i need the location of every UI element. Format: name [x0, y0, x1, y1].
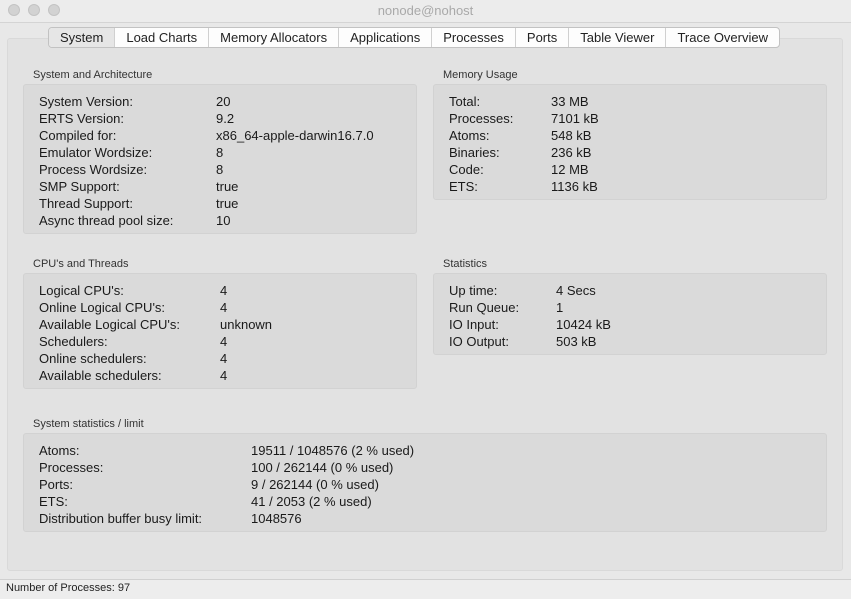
cpu-threads-panel: Logical CPU's: 4 Online Logical CPU's: 4 Available Logical CPU's: unknown Schedulers: 4 Online schedulers: 4 Available schedulers: 4 [23, 273, 417, 389]
tab-processes[interactable]: Processes [431, 28, 515, 47]
tab-bar [48, 27, 780, 48]
statistics-panel: Up time: 4 Secs Run Queue: 1 IO Input: 10424 kB IO Output: 503 kB [433, 273, 827, 355]
window-title: nonode@nohost [377, 3, 474, 18]
title-bar [0, 0, 851, 23]
tab-table-viewer[interactable]: Table Viewer [568, 28, 665, 47]
section-title-statistics: Statistics [443, 258, 488, 270]
section-title-memory-usage: Memory Usage [443, 69, 518, 81]
memory-usage-panel: Total: 33 MB Processes: 7101 kB Atoms: 548 kB Binaries: 236 kB Code: 12 MB ETS: 1136 kB [433, 84, 827, 200]
section-title-cpu-threads: CPU's and Threads [33, 258, 129, 270]
tab-trace-overview[interactable]: Trace Overview [665, 28, 779, 47]
tab-ports[interactable]: Ports [515, 28, 568, 47]
status-text: Number of Processes: 97 [6, 582, 131, 594]
tab-applications[interactable]: Applications [338, 28, 431, 47]
system-limits-panel: Atoms: 19511 / 1048576 (2 % used) Processes: 100 / 262144 (0 % used) Ports: 9 / 262144 (0 % used) ETS: 41 / 2053 (2 % used) Distribution buffer busy limit: 1048576 [23, 433, 827, 532]
tab-load-charts[interactable]: Load Charts [114, 28, 208, 47]
status-bar [0, 579, 851, 599]
section-title-system-architecture: System and Architecture [33, 69, 153, 81]
section-title-system-limits: System statistics / limit [33, 418, 144, 430]
system-architecture-panel: System Version: 20 ERTS Version: 9.2 Compiled for: x86_64-apple-darwin16.7.0 Emulator Wordsize: 8 Process Wordsize: 8 SMP Support: true Thread Support: true Async thread pool size: 10 [23, 84, 417, 234]
tab-system[interactable]: System [49, 28, 114, 47]
tab-memory-allocators[interactable]: Memory Allocators [208, 28, 338, 47]
